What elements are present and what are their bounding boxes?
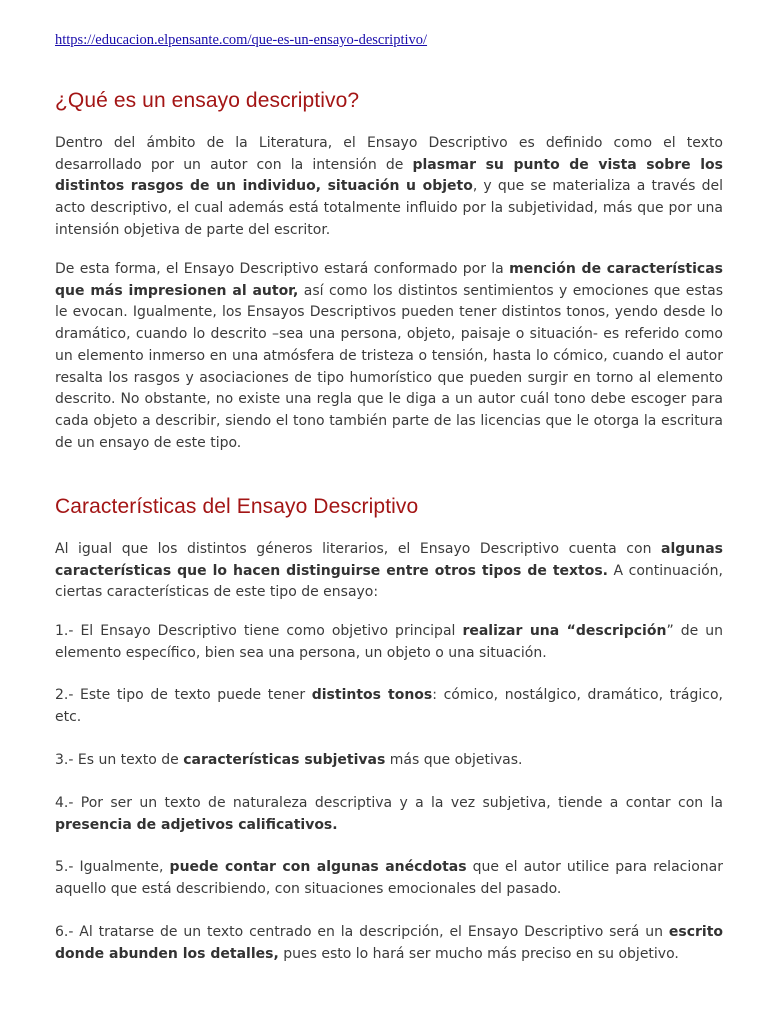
list-item-3 — [55, 750, 723, 772]
text-run: 3.- Es un texto de — [55, 752, 184, 768]
text-run: más que objetivas. — [385, 752, 523, 768]
paragraph-intro-list — [55, 539, 723, 604]
bold-run: presencia de adjetivos calificativos. — [55, 816, 338, 833]
list-item-6 — [55, 922, 723, 965]
text-run: De esta forma, el Ensayo Descriptivo estará conformado por la — [55, 261, 510, 277]
list-item-5 — [55, 857, 723, 900]
text-run: ” de un elemento específico, bien sea una persona, un objeto o una situación. — [55, 623, 723, 661]
text-run: Dentro del ámbito de la Literatura, el Ensayo Descriptivo es definido como el texto desarrollado por un autor con la intensión de — [55, 135, 723, 173]
text-run: 6.- Al tratarse de un texto centrado en la descripción, el Ensayo Descriptivo será un — [55, 924, 669, 940]
list-item-1 — [55, 621, 723, 664]
list-item-2 — [55, 685, 723, 728]
text-run: que el autor utilice para relacionar aquello que está describiendo, con situaciones emocionales del pasado. — [55, 859, 724, 897]
text-run: 2.- Este tipo de texto puede tener — [55, 687, 312, 703]
paragraph-tones — [55, 259, 723, 454]
text-run: , y que se materializa a través del acto descriptivo, el cual además está totalmente influido por la subjetividad, más que por una intensión objetiva de parte del escritor. — [55, 178, 723, 238]
text-run: 5.- Igualmente, — [55, 859, 170, 875]
bold-run: características subjetivas — [183, 752, 386, 768]
text-run: así como los distintos sentimientos y emociones que estas le evocan. Igualmente, los Ensayos Descriptivos pueden tener distintos tonos, yendo desde lo dramático, cuando lo descrito –sea una persona, objeto, paisaje o situación- es referido como un elemento inmerso en una atmósfera de tristeza o tensión, hasta lo cómico, cuando el autor resalta los rasgos y asociaciones de tipo humorístico que pueden surgir en torno al elemento descrito. No obstante, no existe una regla que le diga a un autor cuál tono debe escoger para cada objeto a describir, siendo el tono también parte de las licencias que le otorga la escritura de un ensayo de este tipo. — [55, 282, 723, 451]
text-run: A continuación, ciertas características de este tipo de ensayo: — [55, 562, 723, 601]
list-item-4 — [55, 793, 723, 836]
bold-run: algunas características que lo hacen distinguirse entre otros tipos de textos. — [55, 541, 723, 579]
bold-run: escrito donde abunden los detalles, — [55, 924, 723, 962]
heading-que-es: ¿Qué es un ensayo descriptivo? — [55, 89, 360, 112]
text-run: Al igual que los distintos géneros literarios, el Ensayo Descriptivo cuenta con — [55, 541, 662, 557]
bold-run: mención de características que más impresionen al autor, — [55, 261, 723, 299]
bold-run: distintos tonos — [311, 687, 433, 703]
heading-caracteristicas: Características del Ensayo Descriptivo — [55, 495, 419, 518]
bold-run: puede contar con algunas anécdotas — [169, 859, 467, 875]
text-run: : cómico, nostálgico, dramático, trágico, etc. — [55, 687, 723, 725]
bold-run: realizar una “descripción — [462, 623, 667, 639]
source-link[interactable]: https://educacion.elpensante.com/que-es-un-ensayo-descriptivo/ — [55, 32, 428, 48]
text-run: 1.- El Ensayo Descriptivo tiene como objetivo principal — [55, 623, 463, 639]
text-run: 4.- Por ser un texto de naturaleza descriptiva y a la vez subjetiva, tiende a contar con la — [55, 795, 723, 811]
bold-run: plasmar su punto de vista sobre los distintos rasgos de un individuo, situación u objeto — [55, 156, 723, 195]
paragraph-definition — [55, 133, 723, 242]
text-run: pues esto lo hará ser mucho más preciso en su objetivo. — [278, 945, 679, 962]
